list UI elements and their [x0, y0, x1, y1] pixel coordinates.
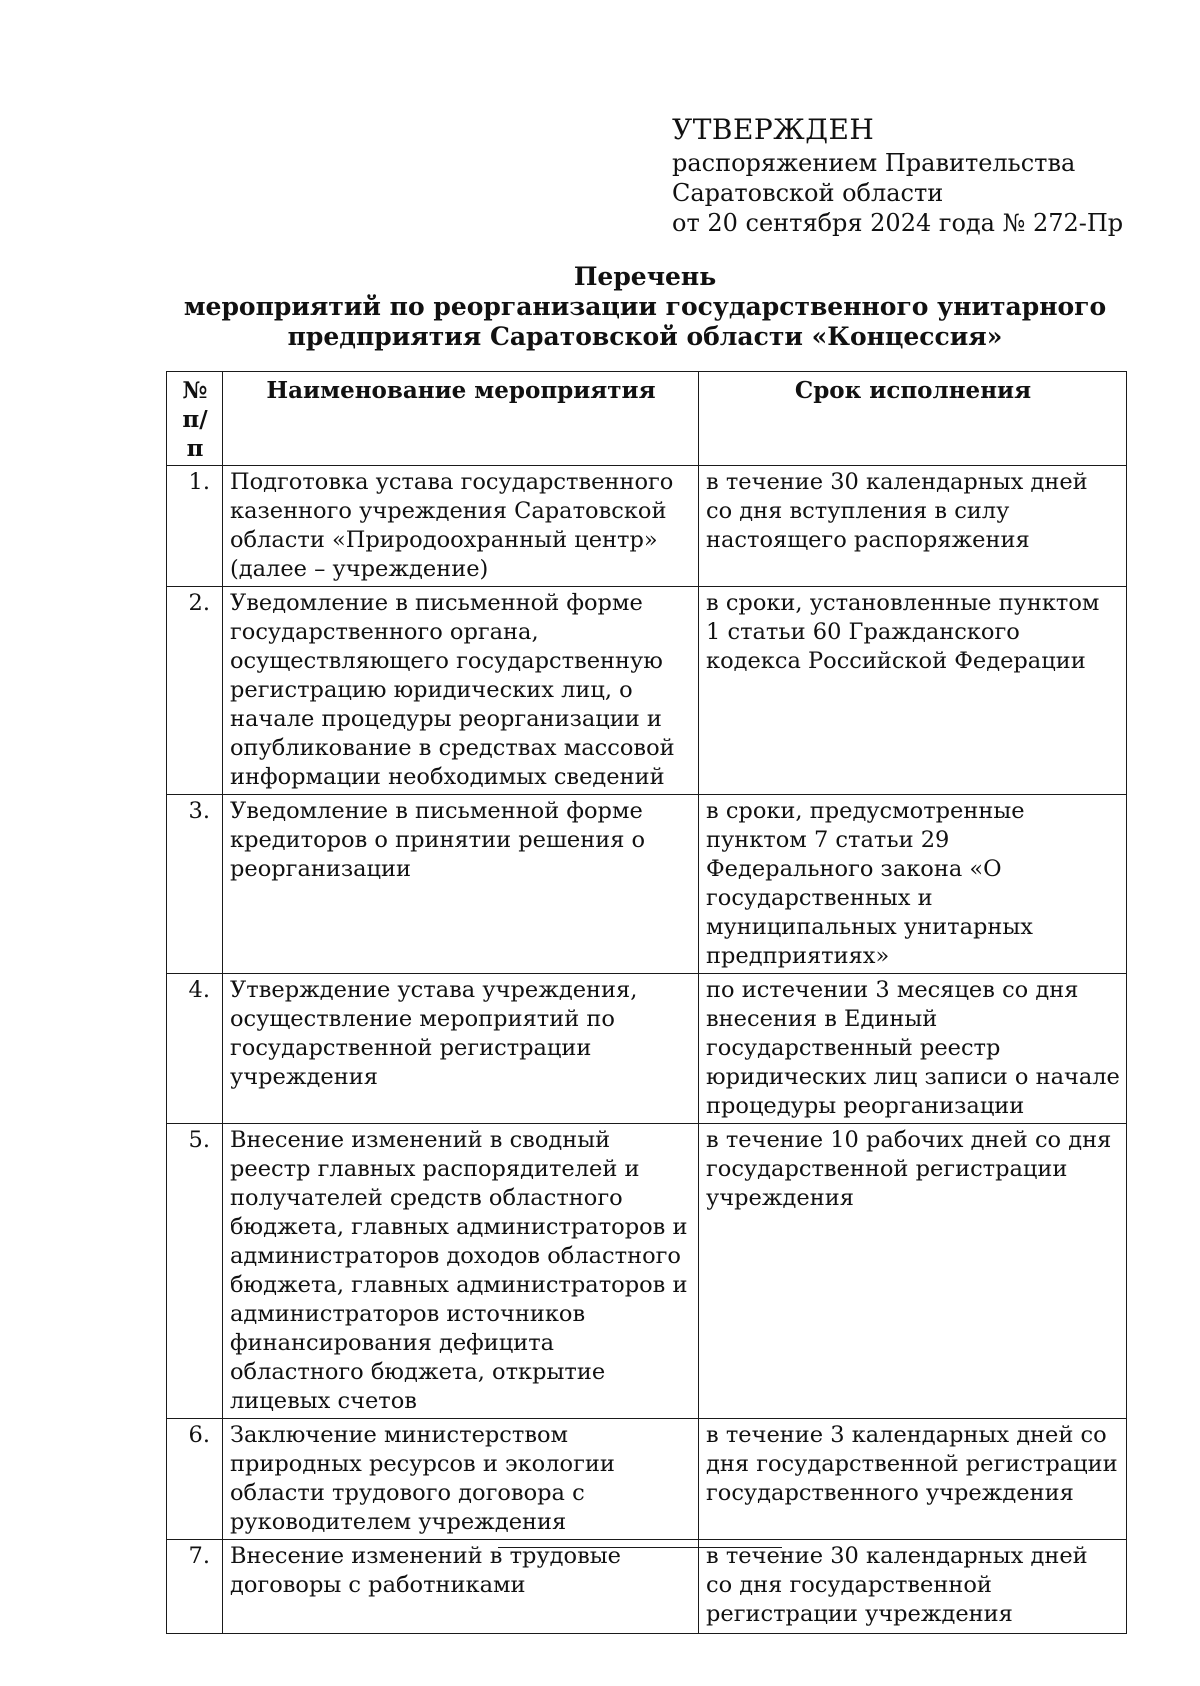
row-name: Внесение изменений в сводный реестр главных распорядителей и получателей средств областного бюджета, главных администраторов и администраторов доходов областного бюджета, главных администраторов и администраторов источников финансирования дефицита областного бюджета, открытие лицевых счетов	[223, 1124, 699, 1419]
row-name: Внесение изменений в трудовые договоры с работниками	[223, 1540, 699, 1634]
table-row	[167, 1124, 1127, 1419]
approval-block	[672, 112, 1152, 238]
table-row	[167, 1540, 1127, 1634]
table-row	[167, 587, 1127, 795]
title-line-3: предприятия Саратовской области «Концессия»	[287, 322, 1003, 351]
row-name: Утверждение устава учреждения, осуществление мероприятий по государственной регистрации учреждения	[223, 974, 699, 1124]
table-row	[167, 974, 1127, 1124]
row-num: 7.	[167, 1540, 223, 1634]
row-name: Уведомление в письменной форме кредиторов о принятии решения о реорганизации	[223, 795, 699, 974]
approval-line-2: Саратовской области	[672, 179, 944, 207]
row-num: 3.	[167, 795, 223, 974]
row-term: в течение 10 рабочих дней со дня государственной регистрации учреждения	[699, 1124, 1127, 1419]
row-num: 1.	[167, 466, 223, 587]
row-term: в течение 3 календарных дней со дня государственной регистрации государственного учреждения	[699, 1419, 1127, 1540]
row-term: в течение 30 календарных дней со дня государственной регистрации учреждения	[699, 1540, 1127, 1634]
row-num: 4.	[167, 974, 223, 1124]
closing-separator-line	[498, 1547, 782, 1548]
measures-table	[166, 371, 1127, 1634]
table-row	[167, 466, 1127, 587]
header-num: № п/п	[167, 372, 223, 466]
approval-heading: УТВЕРЖДЕН	[672, 113, 875, 146]
row-name: Уведомление в письменной форме государственного органа, осуществляющего государственную регистрацию юридических лиц, о начале процедуры реорганизации и опубликование в средствах массовой информации необходимых сведений	[223, 587, 699, 795]
row-num: 2.	[167, 587, 223, 795]
row-num: 5.	[167, 1124, 223, 1419]
table-row	[167, 1419, 1127, 1540]
row-name: Заключение министерством природных ресурсов и экологии области трудового договора с руководителем учреждения	[223, 1419, 699, 1540]
row-name: Подготовка устава государственного казенного учреждения Саратовской области «Природоохранный центр» (далее – учреждение)	[223, 466, 699, 587]
table-header-row	[167, 372, 1127, 466]
approval-line-1: распоряжением Правительства	[672, 149, 1076, 177]
document-title	[150, 262, 1140, 352]
row-num: 6.	[167, 1419, 223, 1540]
row-term: в сроки, установленные пунктом 1 статьи 60 Гражданского кодекса Российской Федерации	[699, 587, 1127, 795]
title-line-1: Перечень	[573, 262, 717, 291]
row-term: по истечении 3 месяцев со дня внесения в Единый государственный реестр юридических лиц записи о начале процедуры реорганизации	[699, 974, 1127, 1124]
header-term: Срок исполнения	[699, 372, 1127, 466]
table-row	[167, 795, 1127, 974]
approval-line-3: от 20 сентября 2024 года № 272-Пр	[672, 209, 1124, 237]
row-term: в течение 30 календарных дней со дня вступления в силу настоящего распоряжения	[699, 466, 1127, 587]
title-line-2: мероприятий по реорганизации государственного унитарного	[183, 292, 1107, 321]
row-term: в сроки, предусмотренные пунктом 7 статьи 29 Федерального закона «О государственных и муниципальных унитарных предприятиях»	[699, 795, 1127, 974]
header-name: Наименование мероприятия	[223, 372, 699, 466]
